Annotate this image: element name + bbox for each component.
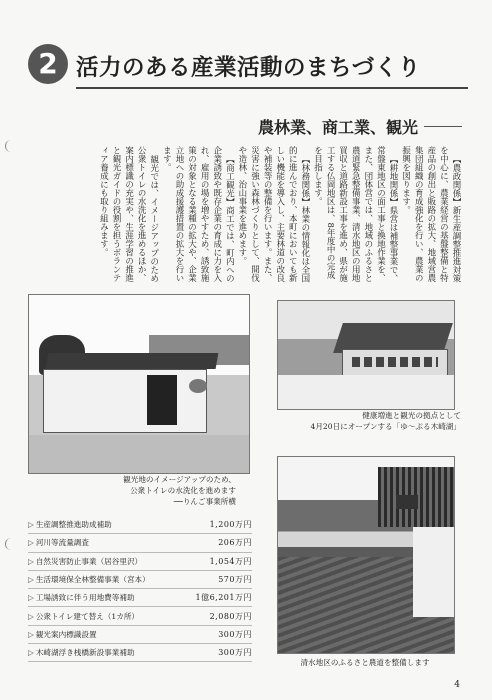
triangle-bullet-icon: ▷ [28,538,34,548]
budget-row [28,516,252,534]
subtitle-rule [424,126,462,127]
budget-item-name: 工場誘致に伴う用地費等補助 [35,593,135,603]
triangle-bullet-icon: ▷ [28,556,34,566]
budget-list [28,516,252,662]
budget-row [28,626,252,644]
photo-caption-toilet: 観光地のイメージアップのため、 公衆トイレの水洗化を進めます ──りんご事業所横 [123,475,236,506]
paragraph-farmland: 【耕地関係】県営は補整事業で、常盤東地区の面工事と換地作業を、また、団体営では、地域のふるさと農道緊急整備事業、清水地区の用地買収と道路新設工事を進め、県が施工する仏岡地区は、8年度中の完成を目指します。 [312,146,399,282]
photo-public-toilet [28,294,250,474]
budget-item-name: 木崎湖浮き桟橋新設事業補助 [35,648,135,658]
paragraph-commerce: 【商工観光】商工では、町内への企業誘致や既存企業の育成に力を入れ、雇用の場を増やすため、誘致施策の対象となる業種の拡大や、企業立地への助成援護措置の拡大を行います。 [161,146,235,282]
budget-item-amount: 570万円 [218,575,252,585]
title-underline [76,87,468,89]
budget-item-name: 公衆トイレ建て替え（1カ所） [35,611,140,621]
photo-onsen-facility [277,300,455,410]
budget-item-name: 自然災害防止事業（居谷里沢） [35,556,143,566]
section-title: 活力のある産業活動のまちづくり [76,55,421,81]
budget-item-amount: 1,054万円 [209,556,252,566]
budget-item-amount: 1,200万円 [209,520,252,530]
paragraph-forestry: 【林務関係】林業の情報化は全国的に進んでおり、本町においても新しい機能を導入し、主要林道の改良や補装等の整備を行います。また、災害に強い森林づくりとして、間伐や造林、治山事業を進めます。 [236,146,310,282]
budget-item-name: 観光案内標識設置 [35,629,97,639]
triangle-bullet-icon: ▷ [28,629,34,639]
budget-row [28,589,252,607]
paragraph-agriculture: 【農政関係】新生産調整推進対策を中心に、農業経営の基盤整備と特産品の創出と販路の拡大、地域営農集団組織の育成強化を行い、農業の振興を図ります。 [400,146,461,282]
subtitle-block [258,115,462,138]
budget-row [28,553,252,571]
photo-farm-road [277,456,455,654]
budget-item-name: 河川等流量調査 [35,538,89,548]
binder-hole [5,538,16,550]
photo-caption-onsen: 健康増進と観光の拠点として 4月20日にオープンする「ゆ～ぷる木崎湖」 [310,411,461,431]
budget-row [28,571,252,589]
budget-row [28,534,252,552]
binder-hole [5,140,16,152]
budget-item-name: 生産調整推進助成補助 [35,520,112,530]
budget-item-amount: 2,080万円 [209,611,252,621]
section-subtitle: 農林業、商工業、観光 [257,118,418,137]
budget-row [28,607,252,625]
budget-item-name: 生活環境保全林整備事業（宮本） [35,575,150,585]
triangle-bullet-icon: ▷ [28,520,34,530]
budget-item-amount: 206万円 [218,538,252,548]
budget-item-amount: 300万円 [218,648,252,658]
triangle-bullet-icon: ▷ [28,593,34,603]
vertical-body-text [62,146,462,286]
photo-caption-road: 清水地区のふるさと農道を整備します [300,658,430,667]
budget-item-amount: 1億6,201万円 [195,593,252,603]
triangle-bullet-icon: ▷ [28,611,34,621]
page-number: 4 [454,680,460,690]
budget-item-amount: 300万円 [218,629,252,639]
triangle-bullet-icon: ▷ [28,575,34,585]
triangle-bullet-icon: ▷ [28,648,34,658]
section-header [28,40,468,96]
paragraph-tourism: 観光では、イメージアップのため公衆トイレの水洗化を進めるほか、案内標識の充実や、生涯学習の推進と観光ガイドの役割を担うボランティア養成にも取り組みます。 [98,146,159,282]
section-number-badge: 2 [28,44,68,84]
budget-row [28,644,252,662]
